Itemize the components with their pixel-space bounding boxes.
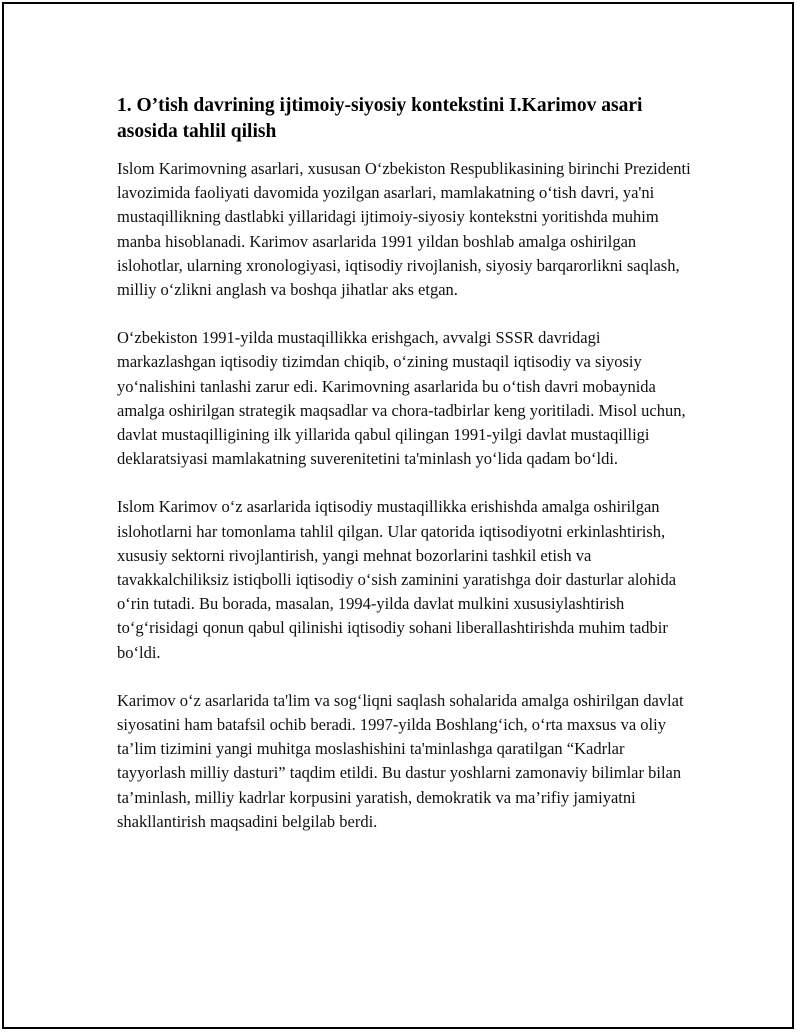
paragraph-4: Karimov o‘z asarlarida ta'lim va sog‘liqni saqlash sohalarida amalga oshirilgan davlat siyosatini ham batafsil ochib beradi. 1997-yilda Boshlang‘ich, o‘rta maxsus va oliy ta’lim tizimini yangi muhitga moslashishini ta'minlashga qaratilgan “Kadrlar tayyorlash milliy dasturi” taqdim etildi. Bu dastur yoshlarni zamonaviy bilimlar bilan ta’minlash, milliy kadrlar korpusini yaratish, demokratik va ma’rifiy jamiyatni shakllantirish maqsadini belgilab berdi. <box>117 690 684 831</box>
paragraph-2: O‘zbekiston 1991-yilda mustaqillikka erishgach, avvalgi SSSR davridagi markazlashgan iqtisodiy tizimdan chiqib, o‘zining mustaqil iqtisodiy va siyosiy yo‘nalishini tanlashi zarur edi. Karimovning asarlarida bu o‘tish davri mobaynida amalga oshirilgan strategik maqsadlar va chora-tadbirlar keng yoritiladi. Misol uchun, davlat mustaqilligining ilk yillarida qabul qilingan 1991-yilgi davlat mustaqilligi deklaratsiyasi mamlakatning suverenitetini ta'minlash yo‘lida qadam bo‘ldi. <box>117 328 686 469</box>
document-body <box>117 93 692 858</box>
paragraph-3: Islom Karimov o‘z asarlarida iqtisodiy mustaqillikka erishishda amalga oshirilgan islohotlarni har tomonlama tahlil qilgan. Ular qatorida iqtisodiyotni erkinlashtirish, xususiy sektorni rivojlantirish, yangi mehnat bozorlarini tashkil etish va tavakkalchiliksiz istiqbolli iqtisodiy o‘sish zaminini yaratishga doir dasturlar alohida o‘rin tutadi. Bu borada, masalan, 1994-yilda davlat mulkini xususiylashtirish to‘g‘risidagi qonun qabul qilinishi iqtisodiy sohani liberallashtirishda muhim tadbir bo‘ldi. <box>117 497 677 662</box>
section-title: 1. O’tish davrining ijtimoiy-siyosiy kontekstini I.Karimov asari asosida tahlil qilish <box>117 95 643 142</box>
paragraph-1: Islom Karimovning asarlari, xususan O‘zbekiston Respublikasining birinchi Prezidenti lavozimida faoliyati davomida yozilgan asarlari, mamlakatning o‘tish davri, ya'ni mustaqillikning dastlabki yillaridagi ijtimoiy-siyosiy kontekstni yoritishda muhim manba hisoblanadi. Karimov asarlarida 1991 yildan boshlab amalga oshirilgan islohotlar, ularning xronologiyasi, iqtisodiy rivojlanish, siyosiy barqarorlikni saqlash, milliy o‘zlikni anglash va boshqa jihatlar aks etgan. <box>117 159 691 300</box>
